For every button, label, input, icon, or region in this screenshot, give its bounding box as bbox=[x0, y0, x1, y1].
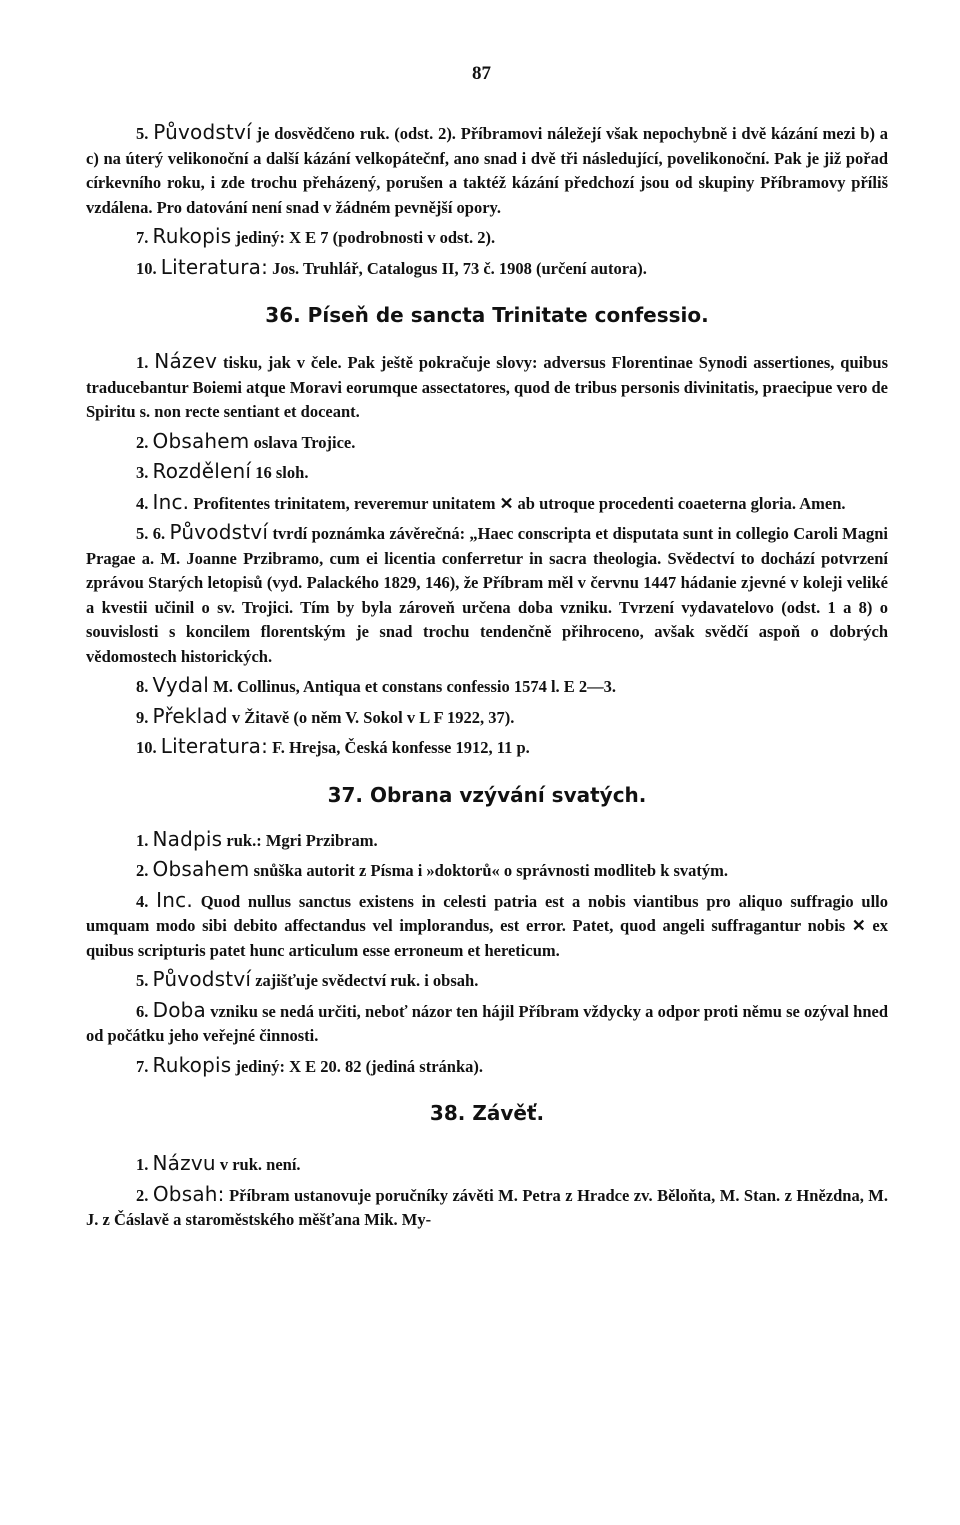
item-text: vzniku se nedá určiti, neboť názor ten hájil Příbram vždycky a odpor proti němu se ozýval hned od počátku jeho veřejné činnosti. bbox=[86, 1001, 889, 1045]
item-number: 4. bbox=[136, 891, 149, 911]
item-label: Původství bbox=[152, 967, 252, 991]
item-label: Literatura: bbox=[160, 254, 269, 279]
item-label: Doba bbox=[152, 997, 206, 1022]
item-text: F. Hrejsa, Česká konfesse 1912, 11 p. bbox=[272, 738, 530, 757]
item-text: ruk.: Mgri Przibram. bbox=[226, 830, 378, 850]
item-number: 5. bbox=[136, 971, 149, 990]
paragraph bbox=[86, 673, 888, 700]
item-number: 6. bbox=[136, 1001, 149, 1021]
item-text: zajišťuje svědectví ruk. i obsah. bbox=[255, 971, 479, 990]
item-text: M. Collinus, Antiqua et constans confessio 1574 l. E 2—3. bbox=[213, 677, 617, 696]
section-heading: 38. Závěť. bbox=[429, 1101, 545, 1125]
item-text: v ruk. není. bbox=[219, 1155, 301, 1174]
item-text: je dosvědčeno ruk. (odst. 2). Příbramovi náležejí však nepochybně i dvě kázání mezi b) a c) na úterý velikonoční a další kázání velkopátečnf, ano snad i dvě tři následující, povelikonoční. Pak je již pořad církevního roku, i zde trochu přeházený, porušen a taktéž kázání předchozí jsou od skupiny Příbramovy příliš vzdálena. Pro datování není snad v žádném pevnější opory. bbox=[86, 124, 889, 217]
item-number: 10. bbox=[136, 738, 157, 757]
item-number: 10. bbox=[136, 258, 157, 278]
item-label: Původství bbox=[169, 520, 269, 544]
item-text: tisku, jak v čele. Pak ještě pokračuje slovy: adversus Florentinae Synodi assertiones, quibus traducebantur Boiemi atque Moravi eorumque assectatores, quod de tribus personis divinitatis, praecipue vero de Spiritu s. non recte sentiant et doceant. bbox=[86, 353, 889, 421]
paragraph bbox=[86, 349, 888, 425]
item-number: 2. bbox=[136, 1185, 149, 1205]
paragraph bbox=[86, 120, 888, 220]
paragraph bbox=[86, 827, 888, 854]
page-number: 87 bbox=[472, 63, 491, 84]
paragraph bbox=[86, 459, 888, 486]
item-text: Profitentes trinitatem, reveremur unitatem ✕ ab utroque procedenti coaeterna gloria. Amen. bbox=[193, 493, 846, 513]
paragraph bbox=[86, 967, 888, 994]
item-text: Příbram ustanovuje poručníky závěti M. Petra z Hradce zv. Běloňta, M. Stan. z Hnězdna, M. J. z Čáslavě a staroměstského měšťana Mik. My- bbox=[86, 1185, 888, 1229]
paragraph bbox=[86, 734, 888, 761]
item-number: 4. bbox=[136, 493, 149, 513]
item-number: 2. bbox=[136, 861, 149, 880]
item-label: Inc. bbox=[152, 489, 190, 514]
item-number: 7. bbox=[136, 228, 149, 247]
paragraph bbox=[86, 520, 888, 669]
item-number: 2. bbox=[136, 432, 149, 452]
item-label: Obsahem bbox=[152, 428, 250, 453]
item-label: Rukopis bbox=[152, 1052, 232, 1077]
item-number: 1. bbox=[136, 830, 149, 850]
item-label: Vydal bbox=[152, 673, 209, 697]
section-heading: 36. Píseň de sancta Trinitate confessio. bbox=[265, 303, 709, 327]
item-text: jediný: X E 7 (podrobnosti v odst. 2). bbox=[235, 228, 496, 247]
item-label: Původství bbox=[153, 120, 252, 144]
item-text: jediný: X E 20. 82 (jediná stránka). bbox=[235, 1056, 483, 1076]
item-label: Literatura: bbox=[160, 734, 269, 758]
item-text: snůška autorit z Písma i »doktorů« o správnosti modliteb k svatým. bbox=[253, 861, 729, 880]
item-text: Quod nullus sanctus existens in celesti patria est a nobis viantibus pro aliquo suffragio ullo umquam modo sibi debito affectandus vel implorandus, est error. Patet, quod angeli suffragantur nobis ✕ ex quibus scripturis patet hunc articulum esse erroneum et hereticum. bbox=[86, 891, 889, 960]
paragraph bbox=[86, 704, 888, 731]
item-number: 8. bbox=[136, 677, 149, 696]
document-body bbox=[86, 120, 888, 1237]
paragraph bbox=[86, 224, 888, 251]
item-text: tvrdí poznámka závěrečná: „Haec conscripta et disputata sunt in collegio Caroli Magni Pragae a. M. Joanne Przibramo, cum ei licentia conferretur in sacra theologia. Svědectví to dochází potvrzení zprávou Starých letopisů (vyd. Palackého 1829, 146), že Příbram měl v červnu 1447 hádanie zjevné v koleji veliké a kvestii učinil o sv. Trojici. Tím by byla zároveň určena doba vzniku. Tvrzení vydavatelovo (odst. 1 a 8) o souvislosti s koncilem florentským je snad trochu tendenčně přihroceno, avšak svědčí aspoň o dobrých vědomostech historických. bbox=[86, 524, 889, 666]
item-label: Překlad bbox=[152, 703, 228, 728]
item-number: 7. bbox=[136, 1056, 149, 1076]
item-number: 9. bbox=[136, 707, 149, 727]
paragraph bbox=[86, 490, 888, 517]
section-heading: 37. Obrana vzývání svatých. bbox=[327, 782, 647, 807]
paragraph bbox=[86, 1053, 888, 1080]
paragraph bbox=[86, 255, 888, 282]
paragraph bbox=[86, 998, 888, 1049]
item-label: Obsah: bbox=[152, 1181, 225, 1206]
item-label: Nadpis bbox=[152, 826, 223, 851]
paragraph bbox=[86, 857, 888, 884]
paragraph bbox=[86, 888, 888, 964]
item-number: 5. bbox=[136, 124, 149, 143]
item-label: Rozdělení bbox=[152, 459, 252, 483]
paragraph bbox=[86, 1151, 888, 1178]
item-number: 1. bbox=[136, 1155, 149, 1174]
paragraph bbox=[86, 1182, 888, 1233]
item-label: Inc. bbox=[156, 887, 193, 912]
item-label: Názvu bbox=[152, 1151, 216, 1175]
item-label: Rukopis bbox=[152, 224, 232, 248]
item-text: Jos. Truhlář, Catalogus II, 73 č. 1908 (určení autora). bbox=[272, 258, 647, 278]
paragraph bbox=[86, 429, 888, 456]
item-text: 16 sloh. bbox=[255, 463, 309, 482]
item-number: 5. 6. bbox=[136, 524, 166, 543]
item-text: v Žitavě (o něm V. Sokol v L F 1922, 37). bbox=[231, 707, 515, 727]
item-text: oslava Trojice. bbox=[253, 432, 356, 452]
item-label: Název bbox=[154, 349, 218, 373]
item-number: 3. bbox=[136, 463, 149, 482]
item-label: Obsahem bbox=[152, 857, 250, 881]
item-number: 1. bbox=[136, 353, 149, 372]
